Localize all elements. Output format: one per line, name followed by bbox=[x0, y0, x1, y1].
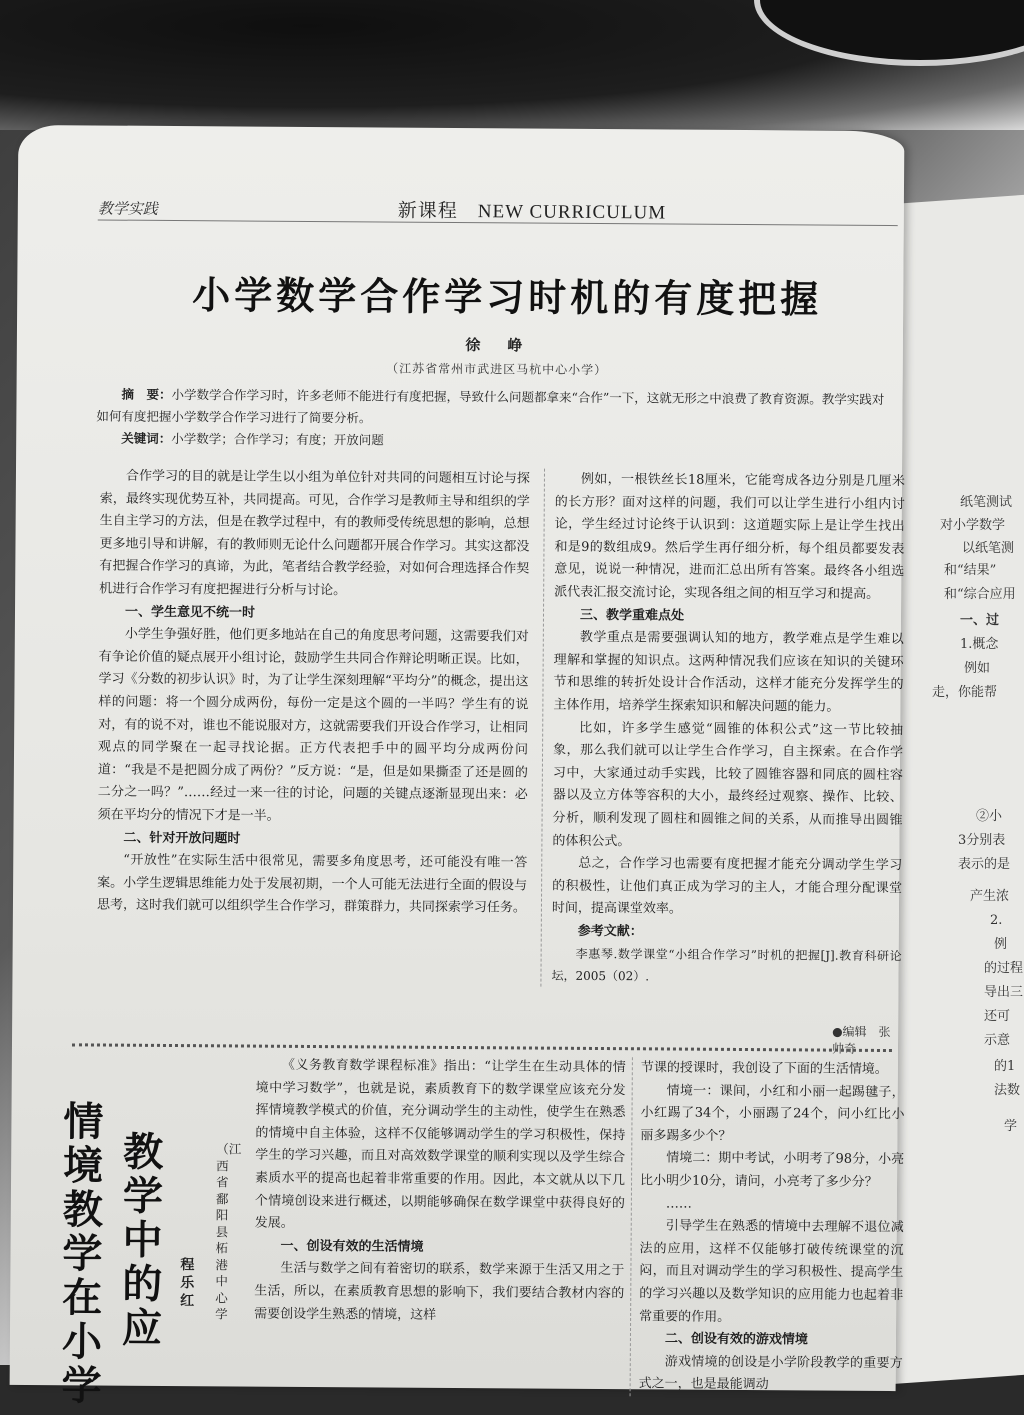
section-heading: 三、教学重难点处 bbox=[579, 607, 685, 624]
abstract-block bbox=[96, 383, 896, 455]
np-line: 的过程 bbox=[984, 961, 1024, 976]
np-line: 产生浓 bbox=[970, 889, 1010, 904]
section-tag: 教学实践 bbox=[97, 199, 158, 218]
body-paragraph: 总之，合作学习也需要有度把握才能充分调动学生学习的积极性，让他们真正成为学习的主人，才能合理分配课堂时间，提高课堂效率。 bbox=[551, 855, 903, 917]
body-paragraph: 生活与数学之间有着密切的联系，数学来源于生活又用之于生活，所以，在素质教育思想的影响下，我们要结合教材内容的需要创设学生熟悉的情境，这样 bbox=[254, 1261, 625, 1323]
np-line: 表示的是 bbox=[958, 857, 1011, 872]
running-header bbox=[98, 193, 898, 226]
right-column bbox=[540, 469, 905, 990]
np-line: 3分别表 bbox=[958, 833, 1006, 848]
article-title: 小学数学合作学习时机的有度把握 bbox=[192, 273, 823, 322]
body-paragraph: 小学生争强好胜，他们更多地站在自己的角度思考问题，这需要我们对有争论价值的疑点展开小组讨论，鼓励学生共同合作辩论明晰正误。比如，学习《分数的初步认识》时，为了让学生深刻理解“平均分”的概念，提出这样的问题：将一个圆分成两份，每份一定是这个圆的一半吗？学生有的说对，有的说不对，谁也不能说服对方，这就需要我们开设合作学习，让相同观点的同学聚在一起寻找论据。正方代表把手中的圆平均分成两份问道：“我是不是把圆分成了两份？”反方说：“是，但是如果撕歪了还是圆的二分之一吗？”……经过一来一往的讨论，问题的关键点逐渐显现出来：必须在平均分的情况下才是一半。 bbox=[97, 626, 529, 824]
body-paragraph: 情境二：期中考试，小明考了98分，小亮比小明少10分，请问，小亮考了多少分？ bbox=[640, 1150, 905, 1190]
np-line: 和“综合应用 bbox=[944, 587, 1016, 602]
np-line: 学 bbox=[1004, 1119, 1018, 1134]
np-line: 2. bbox=[990, 913, 1003, 928]
article-author: 徐 峥 bbox=[465, 336, 529, 355]
article2-title-part1: 情境教学在小学 bbox=[61, 1099, 104, 1410]
intro-paragraph: 合作学习的目的就是让学生以小组为单位针对共同的问题相互讨论与探索，最终实现优势互补，共同提高。可见，合作学习是教师主导和组织的学生自主学习的方法，但是在教学过程中，有的教师受传统思想的影响，总想更多地引导和讲解，有的教师则无论什么问题都开展合作学习。其实这都没有把握合作学习的真谛，为此，笔者结合教学经验，对如何合理选择合作契机进行合作学习有度把握进行分析与讨论。 bbox=[99, 468, 531, 599]
np-line: ②小 bbox=[976, 809, 1003, 824]
magazine-page bbox=[10, 125, 905, 1410]
references-label: 参考文献： bbox=[577, 923, 643, 940]
body-paragraph: 节课的授课时，我创设了下面的生活情境。 bbox=[640, 1060, 888, 1078]
body-paragraph: “开放性”在实际生活中很常见，需要多角度思考，还可能没有唯一答案。小学生逻辑思维能力处于发展初期，一个人可能无法进行全面的假设与思考，这时我们就可以组织学生合作学习，群策群力，共同探索学习任务。 bbox=[96, 852, 528, 916]
article-affiliation: （江苏省常州市武进区马杭中心小学） bbox=[386, 361, 608, 378]
np-line: 以纸笔测 bbox=[962, 541, 1015, 556]
abstract-label: 摘 要： bbox=[121, 386, 172, 402]
article2-title-part2: 教学中的应 bbox=[121, 1129, 164, 1352]
body-paragraph: …… bbox=[665, 1196, 692, 1212]
np-line: 例 bbox=[994, 937, 1008, 952]
np-line: 示意 bbox=[984, 1033, 1011, 1048]
journal-name: 新课程 NEW CURRICULUM bbox=[397, 200, 667, 224]
np-line: 对小学数学 bbox=[940, 518, 1006, 533]
np-line: 法数 bbox=[994, 1083, 1021, 1098]
body-paragraph: 比如，许多学生感觉“圆锥的体积公式”这一节比较抽象，那么我们就可以让学生合作学习，自主探索。在合作学习中，大家通过动手实践，比较了圆锥容器和同底的圆柱容器以及立方体等容积的大小，最终经过观察、操作、比较、分析，顺利发现了圆柱和圆锥之间的关系，从而推导出圆锥的体积公式。 bbox=[552, 720, 904, 849]
np-line: 导出三 bbox=[984, 985, 1024, 1000]
section-heading: 一、创设有效的生活情境 bbox=[280, 1238, 424, 1255]
body-paragraph: 游戏情境的创设是小学阶段教学的重要方式之一，也是最能调动 bbox=[638, 1354, 903, 1393]
section-heading: 二、针对开放问题时 bbox=[123, 830, 241, 846]
article2-affiliation: （江西省鄱阳县柘港中心学 bbox=[215, 1141, 242, 1322]
np-line: 例如 bbox=[964, 661, 991, 676]
article-divider bbox=[72, 1043, 892, 1052]
keywords-text: 小学数学；合作学习；有度；开放问题 bbox=[171, 430, 384, 448]
np-line: 1.概念 bbox=[960, 637, 999, 652]
article2-left-column bbox=[254, 1055, 626, 1329]
article2-author: 程乐红 bbox=[180, 1257, 195, 1310]
np-line: 一、过 bbox=[960, 613, 1000, 628]
body-paragraph: 情境一：课间，小红和小丽一起踢毽子，小红踢了34个，小丽踢了24个，问小红比小丽多踢多少个？ bbox=[640, 1083, 905, 1144]
section-heading: 二、创设有效的游戏情境 bbox=[664, 1331, 809, 1348]
body-paragraph: 引导学生在熟悉的情境中去理解不退位减法的应用，这样不仅能够打破传统课堂的沉闷，而且对调动学生的学习积极性、提高学生的学习兴趣以及数学知识的应用能力也起着非常重要的作用。 bbox=[639, 1218, 904, 1325]
editor-credit: ●编辑 张帅奇 bbox=[831, 1024, 891, 1056]
body-paragraph: 教学重点是需要强调认知的地方，教学难点是学生难以理解和掌握的知识点。这两种情况我们应该在知识的关键环节和思维的转折处设计合作活动，这样才能充分发挥学生的主体作用，培养学生探索知识和解决问题的能力。 bbox=[553, 630, 904, 715]
np-line: 的1 bbox=[994, 1059, 1016, 1074]
body-paragraph: 例如，一根铁丝长18厘米，它能弯成各边分别是几厘米的长方形？面对这样的问题，我们可以让学生进行小组内讨论，学生经过讨论终于认识到：这道题实际上是让学生找出和是9的数组成9。然后学生再仔细分析，每个组员都要发表意见，说说一种情况，进而汇总出所有答案。最终各小组选派代表汇报交流讨论，实现各组之间的相互学习和提高。 bbox=[554, 471, 905, 602]
np-line: 纸笔测试 bbox=[960, 495, 1013, 510]
abstract-text: 小学数学合作学习时，许多老师不能进行有度把握，导致什么问题都拿来“合作”一下，这就无形之中浪费了教育资源。教学实践对如何有度把握小学数学合作学习进行了简要分析。 bbox=[96, 386, 885, 426]
section-heading: 一、学生意见不统一时 bbox=[124, 604, 256, 621]
article2-right-column bbox=[630, 1057, 905, 1398]
np-line: 走，你能帮 bbox=[932, 685, 998, 700]
np-line: 和“结果” bbox=[944, 563, 997, 578]
np-line: 还可 bbox=[984, 1009, 1011, 1024]
reference-item: 李惠琴.数学课堂“小组合作学习”时机的把握[J].教育科研论坛，2005（02）. bbox=[551, 947, 902, 984]
body-paragraph: 《义务教育数学课程标准》指出：“让学生在生动具体的情境中学习数学”，也就是说，素质教育下的数学课堂应该充分发挥情境教学模式的价值，充分调动学生的主动性，使学生在熟悉的情境中自主体验，这样不仅能够调动学生的学习积极性，保持学生的学习兴趣，而且对高效数学课堂的顺利实现以及学生综合素质水平的提高也起着非常重要的作用。因此，本文就从以下几个情境创设来进行概述，以期能够确保在数学课堂中获得良好的发展。 bbox=[254, 1057, 626, 1232]
keywords-label: 关键词： bbox=[121, 430, 172, 446]
left-column bbox=[97, 466, 530, 921]
